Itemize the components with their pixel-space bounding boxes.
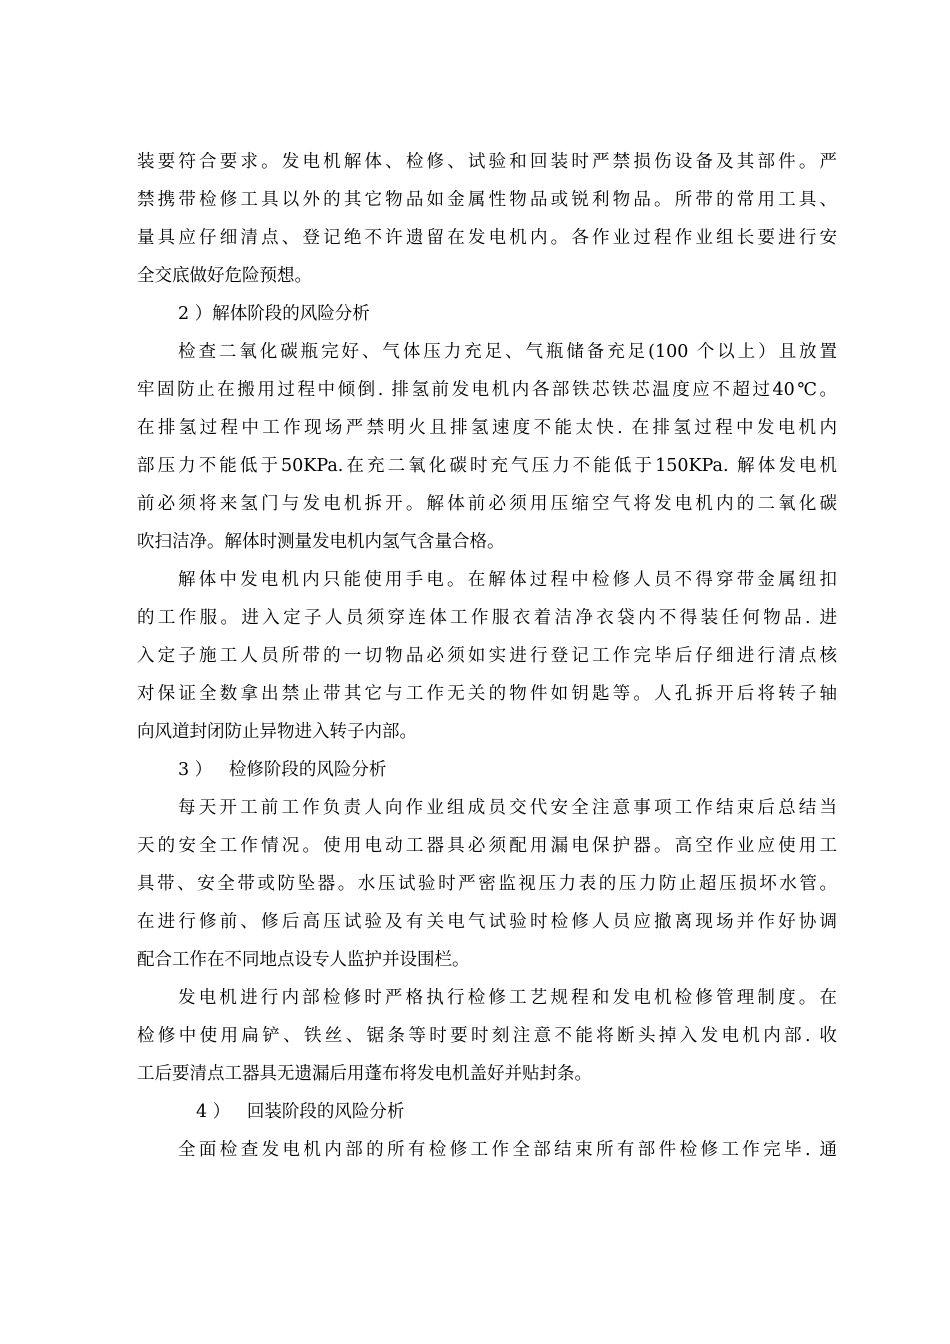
text-line: 配合工作在不同地点设专人监护并设围栏。 [137,950,470,970]
text-line: 检修中使用扁铲、铁丝、锯条等时要时刻注意不能将断头掉入发电机内部. 收 [137,1026,837,1046]
text-line: 在排氢过程中工作现场严禁明火且排氢速度不能太快. 在排氢过程中发电机内 [137,418,837,438]
text-line: 检查二氧化碳瓶完好、气体压力充足、气瓶储备充足(100 个以上）且放置 [178,342,837,362]
text-line: 前必须将来氢门与发电机拆开。解体前必须用压缩空气将发电机内的二氧化碳 [137,494,837,514]
text-line: 牢固防止在搬用过程中倾倒. 排氢前发电机内各部铁芯铁芯温度应不超过40℃。 [137,380,837,400]
text-line: 解体中发电机内只能使用手电。在解体过程中检修人员不得穿带金属纽扣 [178,570,837,590]
text-line: 对保证全数拿出禁止带其它与工作无关的物件如钥匙等。人孔拆开后将转子轴 [137,684,837,704]
text-line: 每天开工前工作负责人向作业组成员交代安全注意事项工作结束后总结当 [178,798,837,818]
text-line: 入定子施工人员所带的一切物品必须如实进行登记工作完毕后仔细进行清点核 [137,646,837,666]
text-line: 发电机进行内部检修时严格执行检修工艺规程和发电机检修管理制度。在 [178,988,837,1008]
text-line: 在进行修前、修后高压试验及有关电气试验时检修人员应撤离现场并作好协调 [137,912,837,932]
text-line: 部压力不能低于50KPa.在充二氧化碳时充气压力不能低于150KPa. 解体发电机 [137,456,837,476]
text-line: 天的安全工作情况。使用电动工器具必须配用漏电保护器。高空作业应使用工 [137,836,837,856]
text-line: 禁携带检修工具以外的其它物品如金属性物品或锐利物品。所带的常用工具、 [137,190,837,210]
text-line: 量具应仔细清点、登记绝不许遗留在发电机内。各作业过程作业组长要进行安 [137,228,837,248]
text-line: 向风道封闭防止异物进入转子内部。 [137,722,417,742]
section-heading: 2 ）解体阶段的风险分析 [178,304,370,324]
text-line: 的工作服。进入定子人员须穿连体工作服衣着洁净衣袋内不得装任何物品. 进 [137,608,837,628]
section-heading: 3 ） 检修阶段的风险分析 [178,760,387,780]
text-line: 装要符合要求。发电机解体、检修、试验和回装时严禁损伤设备及其部件。严 [137,152,837,172]
text-line: 具带、安全带或防坠器。水压试验时严密监视压力表的压力防止超压损坏水管。 [137,874,837,894]
text-line: 吹扫洁净。解体时测量发电机内氢气含量合格。 [137,532,505,552]
text-line: 全交底做好危险预想。 [137,266,312,286]
section-heading: 4 ） 回装阶段的风险分析 [196,1102,405,1122]
text-line: 工后要清点工器具无遗漏后用蓬布将发电机盖好并贴封条。 [137,1064,592,1084]
text-line: 全面检查发电机内部的所有检修工作全部结束所有部件检修工作完毕. 通 [178,1140,837,1160]
